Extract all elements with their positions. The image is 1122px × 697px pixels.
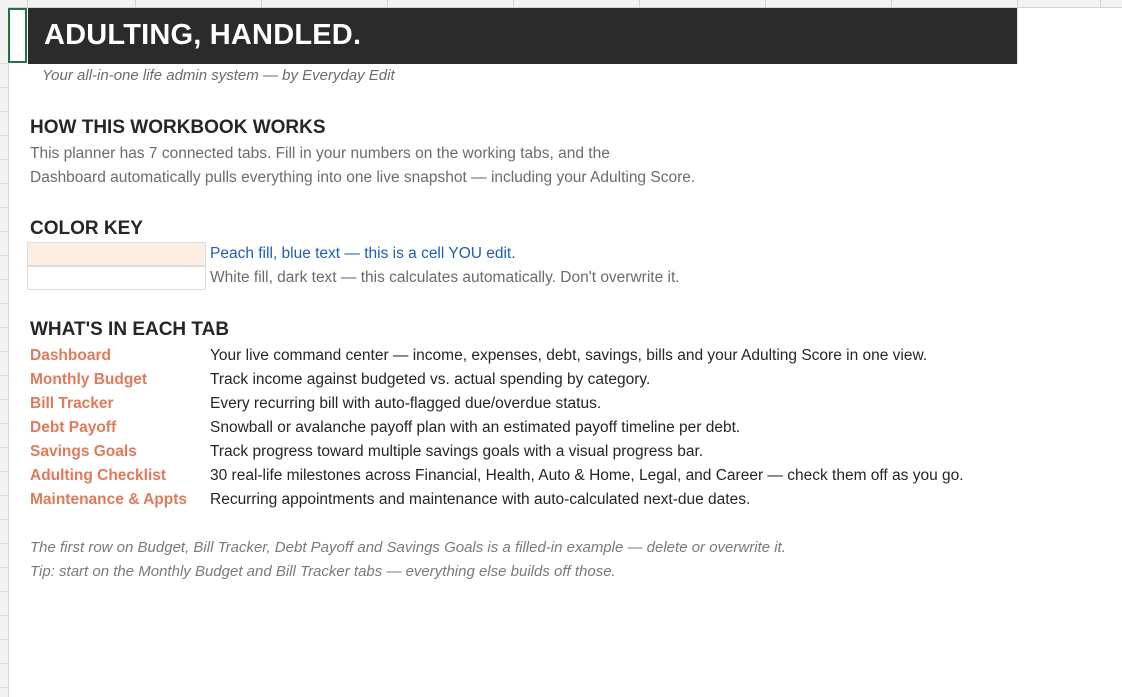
column-header-strip[interactable] xyxy=(0,0,1122,8)
tabs-section-heading[interactable]: WHAT'S IN EACH TAB xyxy=(30,319,230,340)
white-swatch-cell[interactable] xyxy=(27,266,206,290)
tab-description: Track income against budgeted vs. actual spending by category. xyxy=(210,371,651,388)
tab-name: Savings Goals xyxy=(30,443,137,460)
tab-description: 30 real-life milestones across Financial, Health, Auto & Home, Legal, and Career — check them off as you go. xyxy=(210,467,964,484)
color-key-edit-label[interactable]: Peach fill, blue text — this is a cell YOU edit. xyxy=(210,245,516,262)
tab-row-monthly-budget[interactable] xyxy=(30,371,1030,393)
example-row-note[interactable]: The first row on Budget, Bill Tracker, Debt Payoff and Savings Goals is a filled-in example — delete or overwrite it. xyxy=(30,539,786,556)
tab-name: Debt Payoff xyxy=(30,419,117,436)
tab-name: Bill Tracker xyxy=(30,395,114,412)
tab-description: Snowball or avalanche payoff plan with an estimated payoff timeline per debt. xyxy=(210,419,741,436)
how-it-works-line-1[interactable]: This planner has 7 connected tabs. Fill in your numbers on the working tabs, and the xyxy=(30,145,610,162)
tab-name: Dashboard xyxy=(30,347,111,364)
tab-row-savings-goals[interactable] xyxy=(30,443,1030,465)
color-key-auto-label[interactable]: White fill, dark text — this calculates automatically. Don't overwrite it. xyxy=(210,269,680,286)
page-subtitle[interactable]: Your all-in-one life admin system — by Everyday Edit xyxy=(42,67,395,84)
tab-description: Recurring appointments and maintenance with auto-calculated next-due dates. xyxy=(210,491,751,508)
tab-description: Track progress toward multiple savings goals with a visual progress bar. xyxy=(210,443,704,460)
active-cell-selection[interactable] xyxy=(8,8,27,63)
tab-row-bill-tracker[interactable] xyxy=(30,395,1030,417)
tab-row-adulting-checklist[interactable] xyxy=(30,467,1030,489)
tab-description: Every recurring bill with auto-flagged due/overdue status. xyxy=(210,395,602,412)
tab-row-maintenance-appts[interactable] xyxy=(30,491,1030,513)
how-it-works-line-2[interactable]: Dashboard automatically pulls everything into one live snapshot — including your Adulting Score. xyxy=(30,169,696,186)
page-title: ADULTING, HANDLED. xyxy=(44,19,362,51)
tab-name: Monthly Budget xyxy=(30,371,148,388)
color-key-heading[interactable]: COLOR KEY xyxy=(30,218,143,239)
row-header-strip[interactable] xyxy=(0,7,9,697)
title-banner[interactable] xyxy=(28,8,1017,64)
tab-row-debt-payoff[interactable] xyxy=(30,419,1030,441)
peach-swatch-cell[interactable] xyxy=(27,242,206,266)
tab-row-dashboard[interactable] xyxy=(30,347,1030,369)
tip-note[interactable]: Tip: start on the Monthly Budget and Bill Tracker tabs — everything else builds off those. xyxy=(30,563,616,580)
tab-name: Adulting Checklist xyxy=(30,467,167,484)
gridline xyxy=(1017,8,1018,64)
how-it-works-heading[interactable]: HOW THIS WORKBOOK WORKS xyxy=(30,117,326,138)
tab-description: Your live command center — income, expenses, debt, savings, bills and your Adulting Score in one view. xyxy=(210,347,928,364)
tab-name: Maintenance & Appts xyxy=(30,491,188,508)
